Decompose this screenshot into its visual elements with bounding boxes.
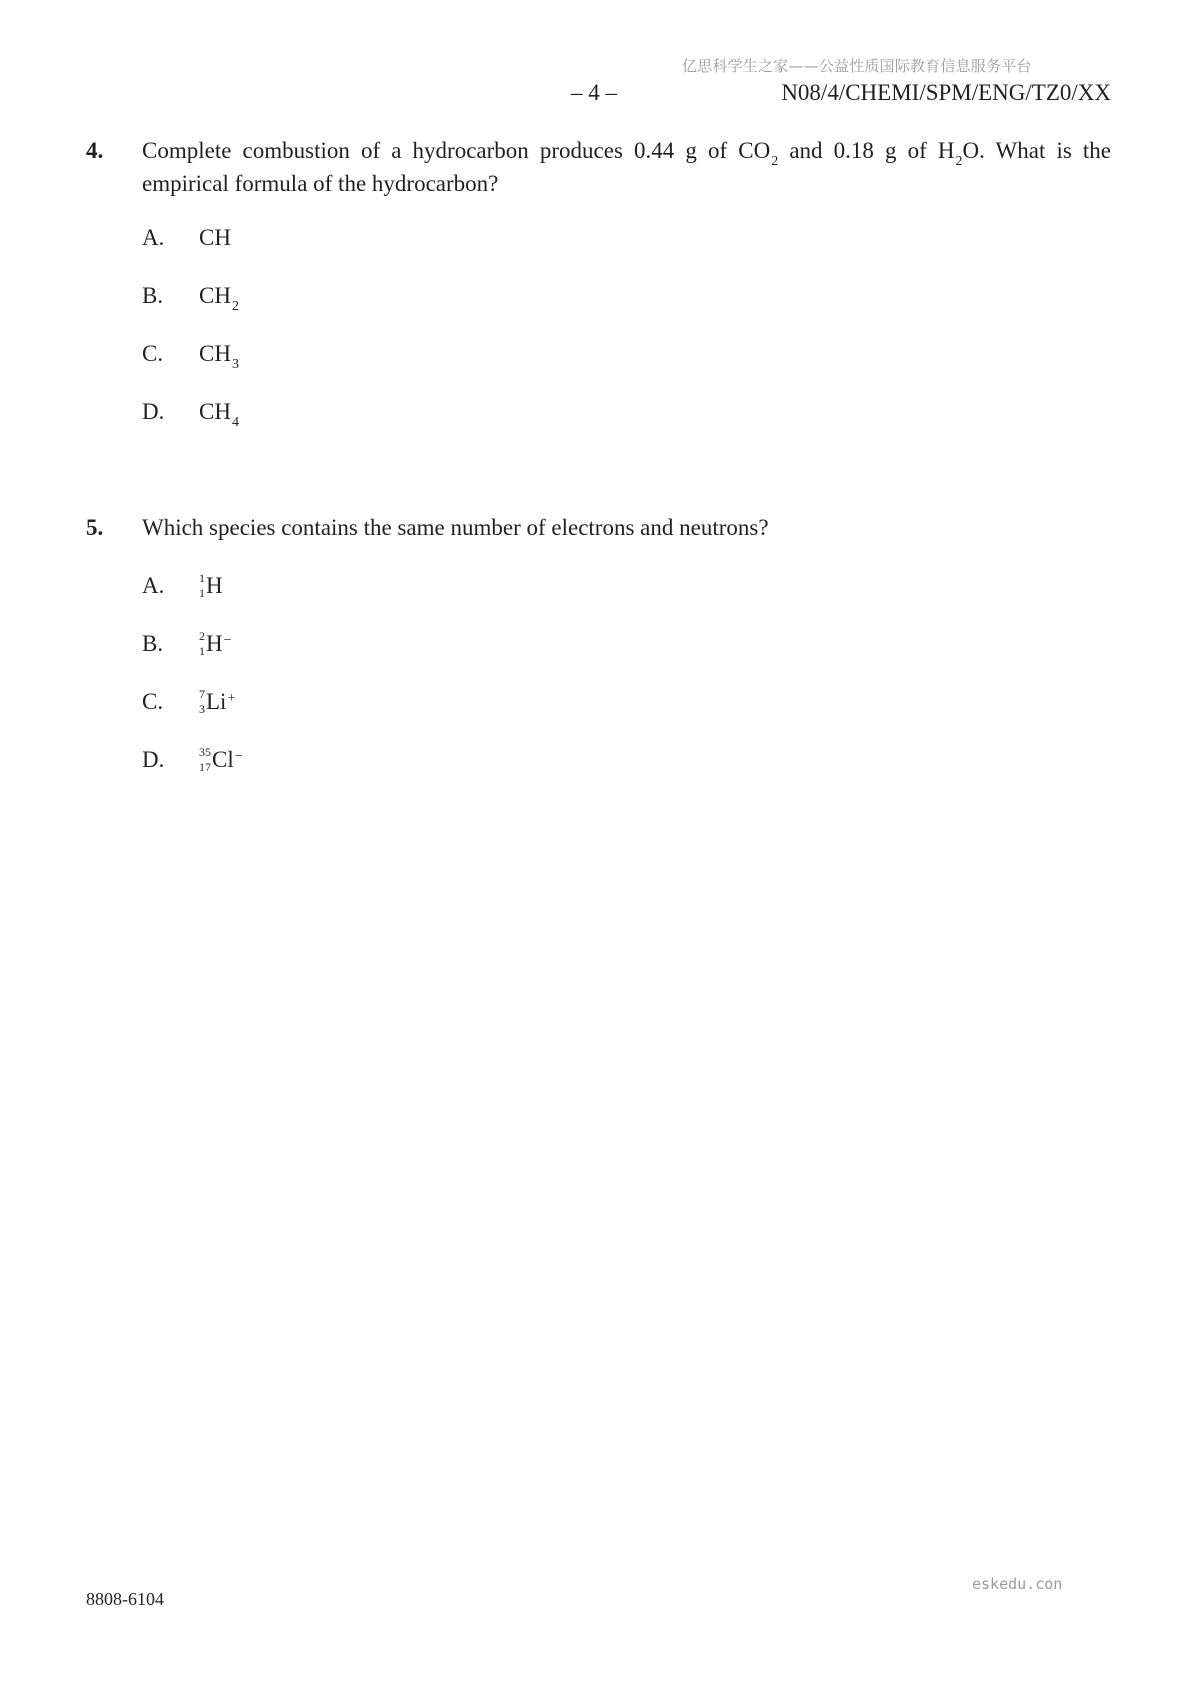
option-letter: A.	[142, 573, 165, 598]
nuclide-symbol: 7 3 Li+	[199, 687, 236, 716]
option-letter: C.	[142, 341, 164, 366]
nuclide-symbol: 2 1 H−	[199, 629, 232, 658]
subscript: 2	[955, 154, 963, 169]
question-number: 4.	[86, 138, 104, 163]
option-letter: B.	[142, 283, 164, 308]
question-4	[86, 136, 1111, 436]
option-formula: $CH_4$	[199, 399, 239, 430]
page-number: – 4 –	[571, 80, 617, 105]
footer-watermark: eskedu.con	[972, 1575, 1063, 1593]
stem-text: Complete combustion of a hydrocarbon produces 0.44 g of CO	[142, 138, 771, 163]
question-stem	[142, 136, 1111, 198]
option-formula: $CH_2$	[199, 283, 239, 314]
option-formula: CH	[199, 225, 231, 250]
paper-code: N08/4/CHEMI/SPM/ENG/TZ0/XX	[781, 80, 1111, 105]
option-letter: D.	[142, 399, 165, 424]
question-5	[86, 513, 1111, 783]
nuclide-symbol: 1 1 H	[199, 571, 223, 600]
option-letter: A.	[142, 225, 165, 250]
subscript: 2	[771, 154, 779, 169]
option-letter: C.	[142, 689, 164, 714]
stem-text: and 0.18 g of H	[778, 138, 955, 163]
nuclide-symbol: 35 17 Cl−	[199, 745, 243, 774]
question-number: 5.	[86, 515, 104, 540]
stem-text: O. What is the empirical formula of the hydrocarbon?	[142, 138, 1111, 196]
option-letter: B.	[142, 631, 164, 656]
option-letter: D.	[142, 747, 165, 772]
footer-code: 8808-6104	[86, 1589, 164, 1609]
option-formula: $CH_3$	[199, 341, 239, 372]
question-stem: Which species contains the same number of electrons and neutrons?	[142, 515, 769, 540]
header-watermark: 亿思科学生之家——公益性质国际教育信息服务平台	[682, 57, 1032, 75]
